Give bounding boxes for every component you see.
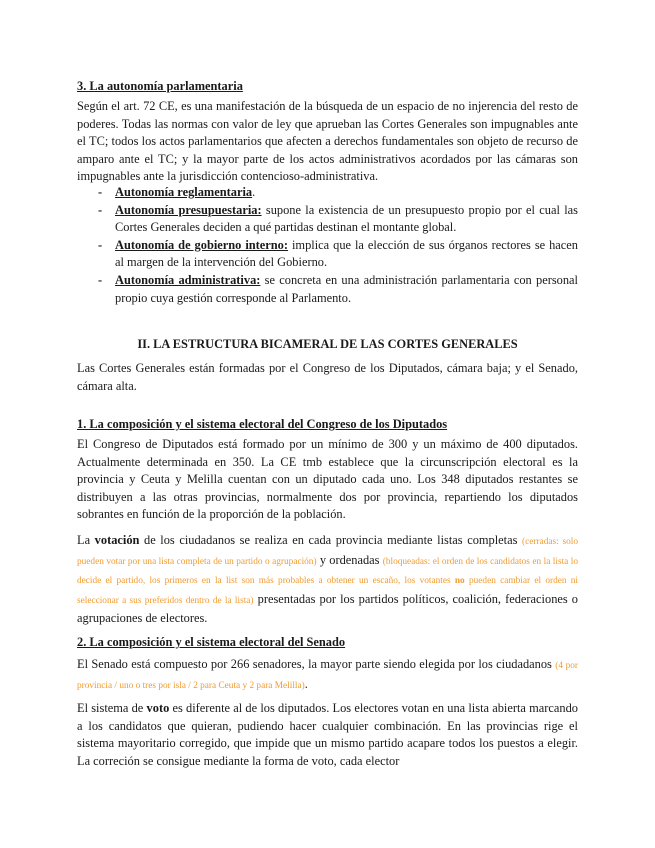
bullet-autonomia-presupuestaria: - Autonomía presupuestaria: supone la existencia de un presupuesto propio por el cual las Cortes Generales deciden a qué partidas destinan el montante global.: [98, 202, 578, 235]
paragraph-senado-composicion: El Senado está compuesto por 266 senadores, la mayor parte siendo elegida por los ciudadanos (4 por provincia / uno o tres por isla / 2 para Ceuta y 2 para Melilla).: [77, 657, 579, 691]
autonomia-bullet-list: [77, 184, 578, 307]
heading-congreso-composicion: 1. La composición y el sistema electoral del Congreso de los Diputados: [77, 417, 448, 431]
bullet-autonomia-gobierno-interno: - Autonomía de gobierno interno: implica que la elección de sus órganos rectores se hacen al margen de la intervención del Gobierno.: [98, 237, 579, 270]
heading-estructura-bicameral: II. LA ESTRUCTURA BICAMERAL DE LAS CORTES GENERALES: [137, 337, 518, 351]
paragraph-estructura-intro: Las Cortes Generales están formadas por el Congreso de los Diputados, cámara baja; y el Senado, cámara alta.: [77, 361, 578, 393]
heading-senado-composicion: 2. La composición y el sistema electoral del Senado: [77, 635, 346, 649]
paragraph-autonomia-intro: Según el art. 72 CE, es una manifestación de la búsqueda de un espacio de no injerencia del resto de poderes. Todas las normas con valor de ley que aprueban las Cortes Generales son impugnables ante el TC; todos los actos parlamentarios que afecten a derechos fundamentales son objeto de recurso de amparo ante el TC; y la mayor parte de los actos administrativos acordados por las cámaras son impugnables ante la jurisdicción contencioso-administrativa.: [77, 99, 578, 184]
paragraph-congreso-composicion: El Congreso de Diputados está formado por un mínimo de 300 y un máximo de 400 diputados. Actualmente determinada en 350. La CE tmb establece que la circunscripción electoral es la provincia y Ceuta y Melilla cuentan con un diputado cada uno. Los 348 diputados restantes se distribuyen a las otras provincias, normalmente dos por provincia, repartiendo los diputados sobrantes en función de la proporción de la población.: [77, 437, 578, 522]
bullet-autonomia-administrativa: - Autonomía administrativa: se concreta en una administración parlamentaria con personal propio cuya gestión corresponde al Parlamento.: [98, 272, 578, 305]
bullet-autonomia-reglamentaria: - Autonomía reglamentaria.: [98, 185, 256, 199]
note-senado-reparto: (4 por provincia / uno o tres por isla / 2 para Ceuta y 2 para Melilla): [77, 661, 579, 691]
note-listas-bloqueadas: (bloqueadas: el orden de los candidatos en la lista lo decide el partido, los primeros en la list son más probables a obtener un escaño, los votantes no pueden cambiar el orden ni seleccionar a sus preferidos dentro de la lista): [77, 556, 579, 606]
heading-autonomia-parlamentaria: 3. La autonomía parlamentaria: [77, 79, 243, 93]
paragraph-senado-voto: El sistema de voto es diferente al de los diputados. Los electores votan en una lista abierta marcando a los candidatos que quieran, pudiendo hacer cualquier combinación. En las provincias rige el sistema mayoritario corregido, que impide que un mismo partido acapare todos los puestos a elegir. La correción se consigue mediante la forma de voto, cada elector: [77, 701, 578, 768]
note-listas-cerradas: (cerradas: solo pueden votar por una lista completa de un partido o agrupación): [77, 537, 579, 567]
paragraph-congreso-votacion: La votación de los ciudadanos se realiza en cada provincia mediante listas completas (cerradas: solo pueden votar por una lista completa de un partido o agrupación) y ordenadas (bloqueadas: el orden de los candidatos en la lista lo decide el partido, los primeros en la list son más probables a obtener un escaño, los votantes no pueden cambiar el orden ni seleccionar a sus preferidos dentro de la lista) presentadas por los partidos políticos, coalición, federaciones o agrupaciones de electores.: [77, 533, 579, 626]
